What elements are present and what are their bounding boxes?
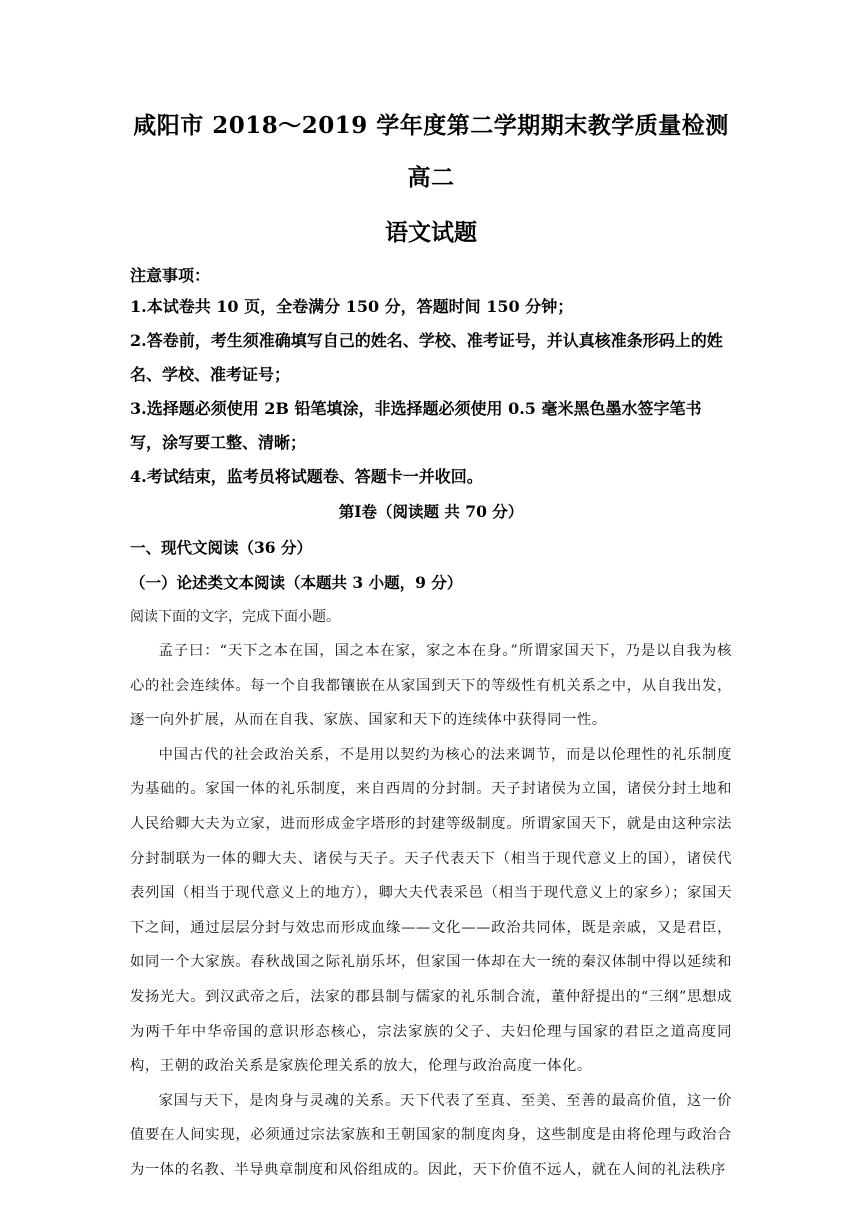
notice-item-2: 2.答卷前，考生须准确填写自己的姓名、学校、准考证号，并认真核准条形码上的姓名、学校、准考证号； [130, 331, 723, 384]
exam-subtitle: 语文试题 [385, 219, 477, 246]
volume-heading: 第Ⅰ卷（阅读题 共 70 分） [338, 502, 524, 521]
notice-section [130, 262, 732, 494]
notice-item-4: 4.考试结束，监考员将试题卷、答题卡一并收回。 [130, 467, 483, 486]
passage-paragraph-2: 中国古代的社会政治关系，不是用以契约为核心的法来调节，而是以伦理性的礼乐制度为基础的。家国一体的礼乐制度，来自西周的分封制。天子封诸侯为立国，诸侯分封土地和人民给卿大夫为立家，进而形成金字塔形的封建等级制度。所谓家国天下，就是由这种宗法分封制联为一体的卿大夫、诸侯与天子。天子代表天下（相当于现代意义上的国），诸侯代表列国（相当于现代意义上的地方），卿大夫代表采邑（相当于现代意义上的家乡）；家国天下之间，通过层层分封与效忠而形成血缘——文化——政治共同体，既是亲戚，又是君臣，如同一个大家族。春秋战国之际礼崩乐坏，但家国一体却在大一统的秦汉体制中得以延续和发扬光大。到汉武帝之后，法家的郡县制与儒家的礼乐制合流，董仲舒提出的“三纲”思想成为两千年中华帝国的意识形态核心，宗法家族的父子、夫妇伦理与国家的君臣之道高度同构，王朝的政治关系是家族伦理关系的放大，伦理与政治高度一体化。 [130, 746, 732, 1075]
notice-item-1: 1.本试卷共 10 页，全卷满分 150 分，答题时间 150 分钟； [130, 297, 574, 316]
passage-paragraph-3: 家国与天下，是肉身与灵魂的关系。天下代表了至真、至美、至善的最高价值，这一价值要在人间实现，必须通过宗法家族和王朝国家的制度肉身，这些制度是由将伦理与政治合为一体的名教、半导典章制度和风俗组成的。因此，天下价值不远人，就在人间的礼法秩序 [130, 1092, 732, 1178]
exam-title: 咸阳市 2018～2019 学年度第二学期期末教学质量检测高二 [133, 112, 729, 191]
passage-paragraph-1: 孟子曰：“天下之本在国，国之本在家，家之本在身。”所谓家国天下，乃是以自我为核心的社会连续体。每一个自我都镶嵌在从家国到天下的等级性有机关系之中，从自我出发，逐一向外扩展，从而在自我、家族、国家和天下的连续体中获得同一性。 [130, 643, 732, 729]
subsection-heading: （一）论述类文本阅读（本题共 3 小题，9 分） [130, 573, 463, 592]
notice-list [130, 290, 732, 494]
reading-instruction: 阅读下面的文字，完成下面小题。 [130, 609, 340, 625]
notice-heading: 注意事项： [130, 266, 211, 285]
notice-item-3: 3.选择题必须使用 2B 铅笔填涂，非选择题必须使用 0.5 毫米黑色墨水签字笔书写，涂写要工整、清晰； [130, 399, 702, 452]
section-heading: 一、现代文阅读（36 分） [130, 538, 312, 557]
reading-passage [130, 634, 732, 1188]
